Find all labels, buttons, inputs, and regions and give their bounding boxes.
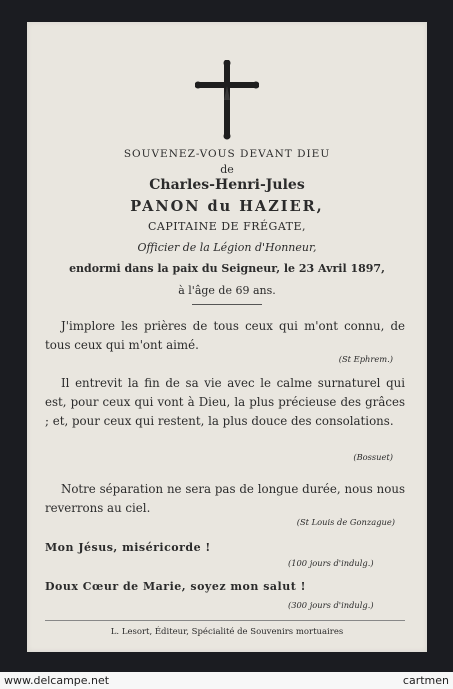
watermark-left[interactable]: www.delcampe.net (4, 674, 110, 687)
indulgence-100: (100 jours d'indulg.) (288, 558, 374, 568)
family-name: PANON du HAZIER, (130, 198, 324, 215)
quote-ephrem: J'implore les prières de tous ceux qui m'ont connu, de tous ceux qui m'ont aimé. (45, 319, 405, 352)
source-bossuet: (Bossuet) (353, 452, 393, 462)
given-names: Charles-Henri-Jules (149, 177, 305, 193)
prayer-jesus: Mon Jésus, miséricorde ! (45, 541, 211, 554)
header-text: SOUVENEZ-VOUS DEVANT DIEU (123, 148, 331, 160)
quote-bossuet: Il entrevit la fin de sa vie avec le calme surnaturel qui est, pour ceux qui vont à Dieu, la plus précieuse des grâces ; et, pour ceux qui restent, la plus douce des consolations. (45, 376, 405, 428)
death-line: endormi dans la paix du Seigneur, le 23 Avril 1897, (69, 262, 385, 275)
prayer-marie: Doux Cœur de Marie, soyez mon salut ! (45, 580, 306, 593)
cross-icon (195, 60, 259, 140)
source-ephrem: (St Ephrem.) (338, 354, 393, 364)
publisher-line: L. Lesort, Éditeur, Spécialité de Souvenirs mortuaires (110, 627, 344, 637)
watermark-bar (0, 672, 453, 689)
bottom-divider (45, 620, 405, 621)
divider (192, 304, 262, 305)
de-text: de (220, 163, 234, 176)
source-gonzague: (St Louis de Gonzague) (296, 517, 395, 527)
watermark-right: cartmen (402, 674, 449, 687)
quote-gonzague: Notre séparation ne sera pas de longue durée, nous nous reverrons au ciel. (45, 482, 405, 515)
indulgence-300: (300 jours d'indulg.) (288, 600, 374, 610)
officer-text: Officier de la Légion d'Honneur, (137, 241, 317, 254)
rank-text: CAPITAINE DE FRÉGATE, (147, 220, 307, 233)
age-line: à l'âge de 69 ans. (178, 284, 276, 297)
